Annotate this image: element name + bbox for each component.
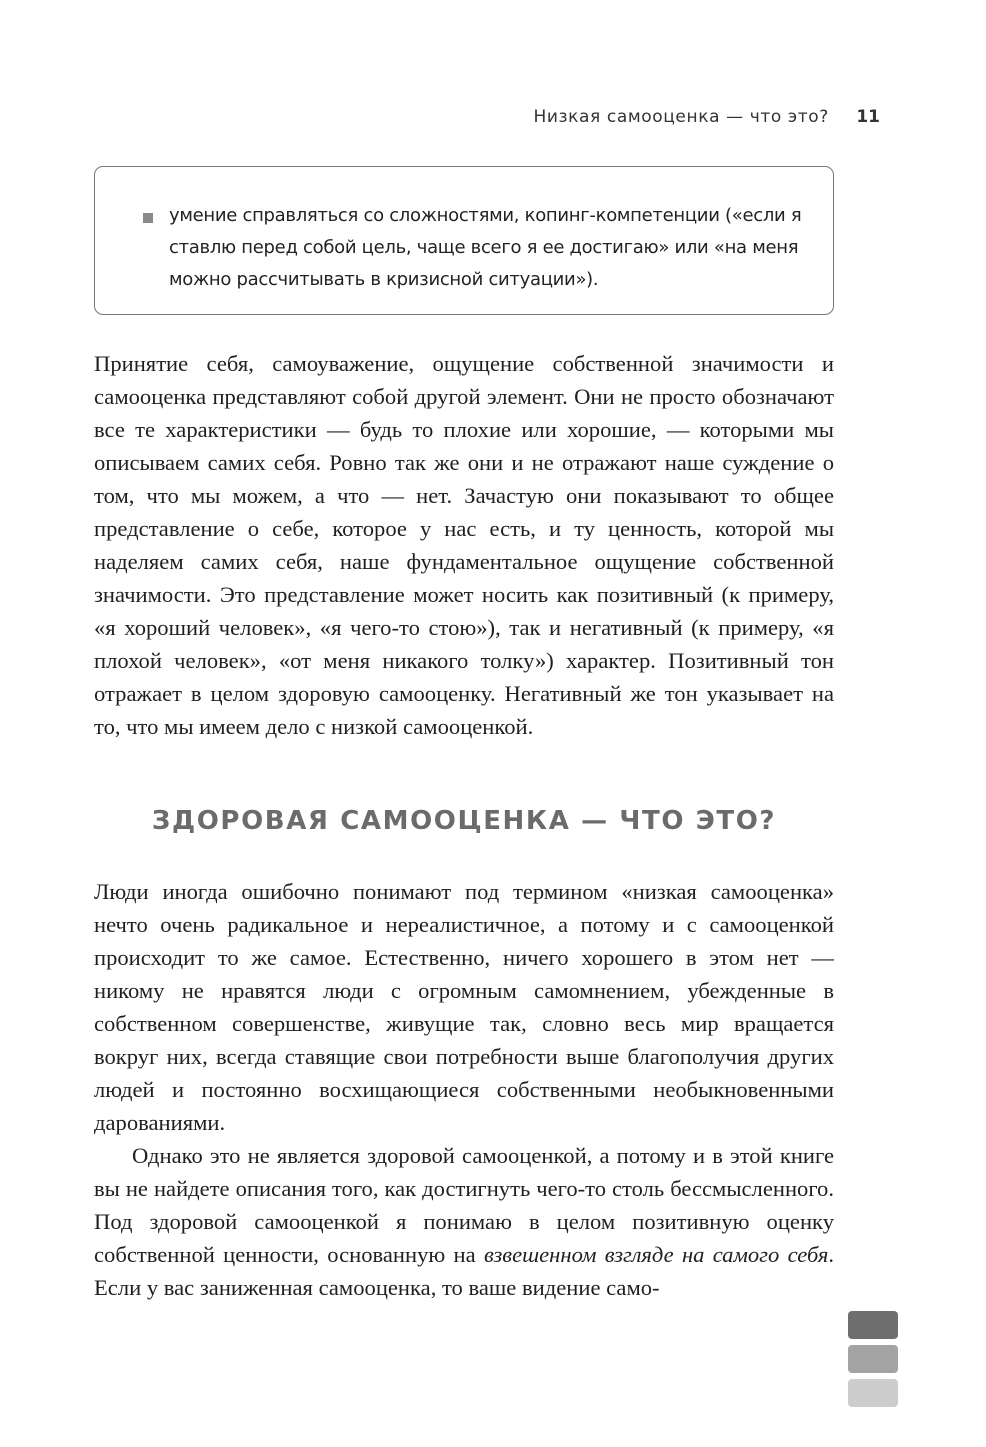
body-paragraph: Люди иногда ошибочно понимают под термином «низкая самооценка» нечто очень радикальное и нереалистичное, а потому и с самооценкой происходит то же самое. Естественно, ничего хорошего в этом нет — никому не нравятся люди с огромным самомнением, убежденные в собственном совершенстве, живущие так, словно весь мир вращается вокруг них, всегда ставящие свои потребности выше благополучия других людей и постоянно восхищающиеся собственными необыкновенными дарованиями. [94, 879, 834, 1135]
body-paragraph: Принятие себя, самоуважение, ощущение собственной значимости и самооценка представляют собой другой элемент. Они не просто обозначают все те характеристики — будь то плохие или хорошие, — которыми мы описываем самих себя. Ровно так же они и не отражают наше суждение о том, что мы можем, а что — нет. Зачастую они показывают то общее представление о себе, которое у нас есть, и ту ценность, которой мы наделяем самих себя, наше фундаментальное ощущение собственной значимости. Это представление может носить как позитивный (к примеру, «я хороший человек», «я чего-то стою»), так и негативный (к примеру, «я плохой человек», «от меня никакого толку») характер. Позитивный тон отражает в целом здоровую самооценку. Негативный же тон указывает на то, что мы имеем дело с низкой самооценкой. [94, 351, 834, 739]
body-paragraph [94, 1139, 834, 1304]
emphasis-text: взвешенном взгляде на самого себя [483, 1242, 829, 1267]
thumb-index-tab [848, 1345, 898, 1373]
running-head-title: Низкая самооценка — что это? [533, 107, 829, 127]
page-number: 11 [856, 107, 880, 127]
paragraph-text: Однако это не является здоровой самооценкой, а потому и в этой книге вы не найдете описания того, как достигнуть чего-то столь бессмысленного. Под здоровой самооценкой я понимаю в целом позитивную оценку собственной ценности, основанную на [94, 1143, 834, 1267]
section-heading: ЗДОРОВАЯ САМООЦЕНКА — ЧТО ЭТО? [151, 806, 777, 836]
callout-bullet-text: умение справляться со сложностями, копинг-компетенции («если я ставлю перед собой цель, чаще всего я ее достигаю» или «на меня можно рассчитывать в кризисной ситуации»). [169, 205, 802, 290]
thumb-index-tab [848, 1311, 898, 1339]
running-head [0, 107, 880, 127]
thumb-index-tab [848, 1379, 898, 1407]
paragraph-text: . Если у вас заниженная самооценка, то ваше видение само- [94, 1242, 834, 1300]
callout-box [94, 166, 834, 315]
square-bullet-icon [143, 213, 153, 223]
